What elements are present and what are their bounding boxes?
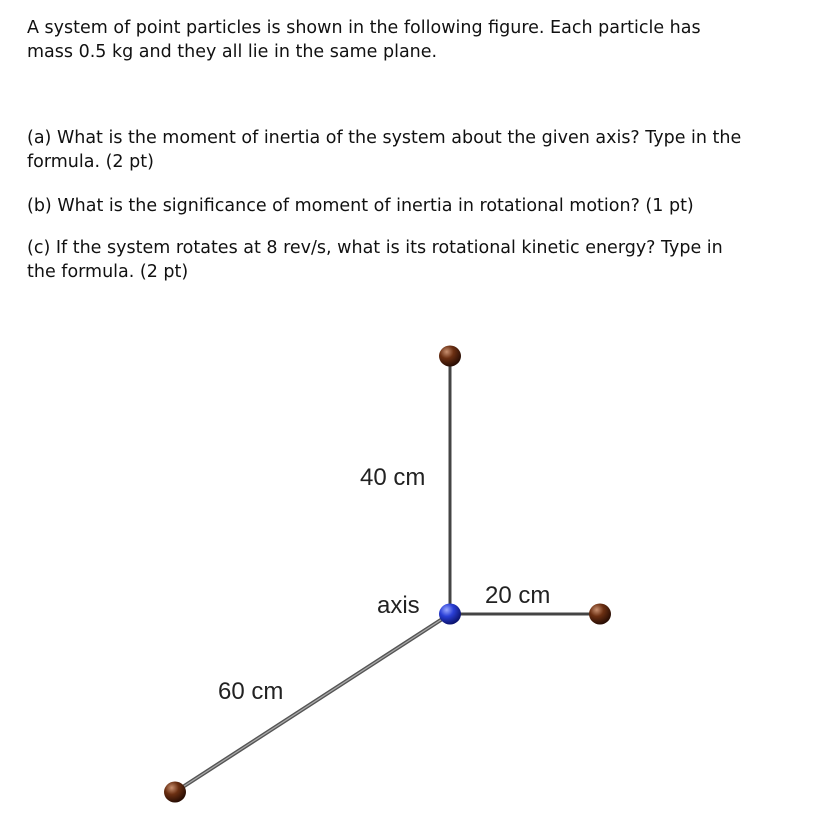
- question-part-c: (c) If the system rotates at 8 rev/s, what is its rotational kinetic energy? Type in the formula. (2 pt): [27, 238, 723, 282]
- question-part-b: (b) What is the significance of moment of inertia in rotational motion? (1 pt): [27, 196, 694, 216]
- problem-intro: A system of point particles is shown in the following figure. Each particle has mass 0.5 kg and they all lie in the same plane.: [27, 18, 701, 62]
- particle-top: [439, 346, 461, 367]
- question-part-a: (a) What is the moment of inertia of the system about the given axis? Type in the formula. (2 pt): [27, 128, 742, 172]
- axis-point: [439, 604, 461, 625]
- label-20cm: 20 cm: [485, 582, 551, 609]
- particle-right: [589, 604, 611, 625]
- label-60cm: 60 cm: [218, 678, 284, 705]
- label-40cm: 40 cm: [360, 464, 426, 491]
- particle-bottom-left: [164, 782, 186, 803]
- label-axis: axis: [377, 592, 420, 619]
